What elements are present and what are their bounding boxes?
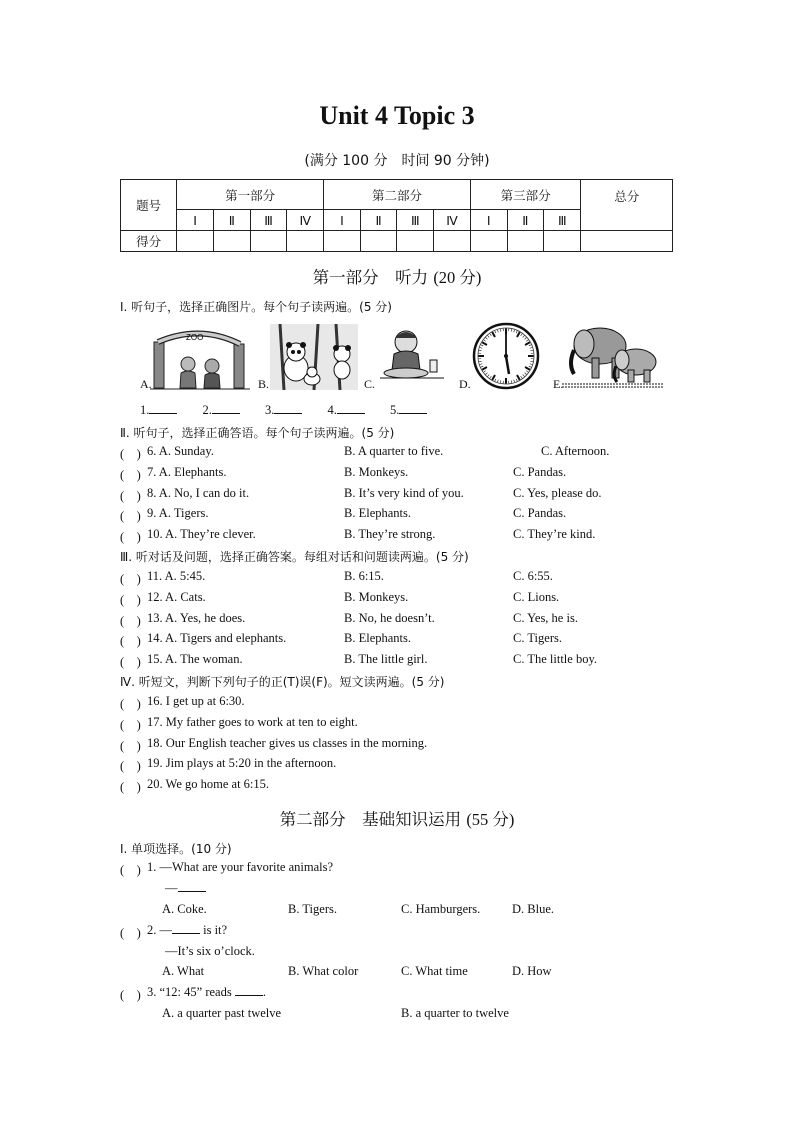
answer-paren[interactable]: ( ) <box>120 717 141 732</box>
q3-opt-b[interactable]: B. a quarter to twelve <box>401 1006 509 1020</box>
sub-header: Ⅲ <box>544 210 581 231</box>
pic-label-d: D. <box>459 377 471 391</box>
sub-header: Ⅱ <box>213 210 250 231</box>
sub-header: Ⅰ <box>470 210 507 231</box>
section-2-points: (55 分) <box>466 810 515 829</box>
clock-image <box>472 322 540 390</box>
pic-label-c: C. <box>364 377 376 391</box>
pandas-image <box>270 324 358 390</box>
score-cell[interactable] <box>544 231 581 252</box>
question-text[interactable]: 6. A. Sunday. <box>147 444 214 458</box>
answer-paren[interactable]: ( ) <box>120 697 141 711</box>
part-3-heading: Ⅲ. 听对话及问题，选择正确答案。每组对话和问题读两遍。(5 分) <box>120 550 469 564</box>
answer-4: 4. <box>327 403 337 417</box>
answer-paren[interactable]: ( ) <box>120 759 141 774</box>
q2-stem-b: is it? <box>200 923 228 937</box>
option-b[interactable]: B. Monkeys. <box>344 464 409 479</box>
answer-1: 1. <box>140 403 150 417</box>
answer-paren[interactable]: ( ) <box>120 467 141 482</box>
score-cell[interactable] <box>360 231 397 252</box>
sub-header: Ⅰ <box>177 210 214 231</box>
sub-header: Ⅰ <box>324 210 361 231</box>
score-table <box>120 179 673 252</box>
answer-paren[interactable]: ( ) <box>120 613 141 628</box>
q1-reply-dash: — <box>165 881 178 895</box>
label-ti: 题号 <box>121 180 177 231</box>
score-cell[interactable] <box>177 231 214 252</box>
score-cell[interactable] <box>287 231 324 252</box>
question-text[interactable]: 14. A. Tigers and elephants. <box>147 631 287 646</box>
q2-opt-c[interactable]: C. What time <box>401 964 468 978</box>
zoo-gate-image <box>150 328 250 390</box>
option-b[interactable]: B. It’s very kind of you. <box>344 485 464 500</box>
answer-blank[interactable] <box>337 412 365 414</box>
answer-3: 3. <box>265 403 275 417</box>
score-cell[interactable] <box>324 231 361 252</box>
question-text[interactable]: 13. A. Yes, he does. <box>147 610 246 625</box>
question-text[interactable]: 7. A. Elephants. <box>147 464 227 479</box>
section-1-points: (20 分) <box>433 268 482 287</box>
question-text[interactable]: 12. A. Cats. <box>147 589 206 604</box>
pic-label-a: A. <box>140 377 152 391</box>
section-1-title: 第一部分 听力 <box>312 268 429 287</box>
page-subtitle: (满分 100 分 时间 90 分钟) <box>304 153 490 169</box>
part-1-header: 第一部分 <box>177 180 324 210</box>
option-b[interactable]: B. Monkeys. <box>344 589 409 604</box>
sub-header: Ⅳ <box>287 210 324 231</box>
q3-blank[interactable] <box>235 994 263 996</box>
part-1-heading: Ⅰ. 听句子，选择正确图片。每个句子读两遍。(5 分) <box>120 300 392 314</box>
answer-blank[interactable] <box>274 412 302 414</box>
question-text: 18. Our English teacher gives us classes in the morning. <box>147 735 428 750</box>
question-text[interactable]: 8. A. No, I can do it. <box>147 485 250 500</box>
pic-answers <box>140 403 427 418</box>
total-header: 总分 <box>581 180 673 231</box>
part-4-heading: Ⅳ. 听短文，判断下列句子的正(T)误(F)。短文读两遍。(5 分) <box>120 675 445 689</box>
question-text: 19. Jim plays at 5:20 in the afternoon. <box>147 756 337 771</box>
answer-paren[interactable]: ( ) <box>120 780 141 795</box>
score-cell[interactable] <box>507 231 544 252</box>
elephants-image <box>562 322 664 390</box>
q1-opt-b[interactable]: B. Tigers. <box>288 902 337 916</box>
q2-reply: —It’s six o’clock. <box>165 944 255 958</box>
q2-paren[interactable]: ( ) <box>120 926 141 940</box>
q1-blank[interactable] <box>178 890 206 892</box>
option-b[interactable]: B. Elephants. <box>344 506 412 521</box>
section-2-title: 第二部分 基础知识运用 <box>279 810 462 829</box>
q3-stem-a: 3. “12: 45” reads <box>147 985 235 999</box>
option-c[interactable]: C. Tigers. <box>513 631 562 646</box>
q1-reply <box>165 881 206 896</box>
option-b[interactable]: B. The little girl. <box>344 652 428 667</box>
answer-paren[interactable]: ( ) <box>120 530 141 545</box>
total-score-cell[interactable] <box>581 231 673 252</box>
sub-header: Ⅲ <box>397 210 434 231</box>
score-cell[interactable] <box>397 231 434 252</box>
answer-paren[interactable]: ( ) <box>120 655 141 670</box>
answer-paren[interactable]: ( ) <box>120 634 141 649</box>
option-b[interactable]: B. 6:15. <box>344 569 384 583</box>
score-cell[interactable] <box>470 231 507 252</box>
q1-stem: 1. —What are your favorite animals? <box>147 860 334 874</box>
answer-paren[interactable]: ( ) <box>120 592 141 607</box>
option-c[interactable]: C. Yes, he is. <box>513 610 578 625</box>
answer-blank[interactable] <box>149 412 177 414</box>
sub-header: Ⅱ <box>360 210 397 231</box>
answer-blank[interactable] <box>399 412 427 414</box>
answer-paren[interactable]: ( ) <box>120 572 141 586</box>
option-c[interactable]: C. Pandas. <box>513 506 567 521</box>
sub-header: Ⅱ <box>507 210 544 231</box>
part-2-heading: Ⅱ. 听句子，选择正确答语。每个句子读两遍。(5 分) <box>120 426 395 440</box>
q1-paren[interactable]: ( ) <box>120 863 141 877</box>
q2-opt-b[interactable]: B. What color <box>288 964 359 978</box>
label-de: 得分 <box>121 231 177 252</box>
q2-opt-a[interactable]: A. What <box>162 964 205 978</box>
answer-paren[interactable]: ( ) <box>120 488 141 503</box>
q2-opt-d[interactable]: D. How <box>512 964 552 978</box>
score-cell[interactable] <box>434 231 471 252</box>
option-c[interactable]: C. Lions. <box>513 589 560 604</box>
sub-header: Ⅳ <box>434 210 471 231</box>
question-text[interactable]: 11. A. 5:45. <box>147 569 206 583</box>
option-b[interactable]: B. They’re strong. <box>344 527 436 542</box>
boy-eating-image <box>378 326 446 388</box>
answer-5: 5. <box>390 403 400 417</box>
option-b[interactable]: B. A quarter to five. <box>344 444 444 458</box>
question-text[interactable]: 15. A. The woman. <box>147 652 243 667</box>
pic-label-e: E. <box>553 377 564 391</box>
question-text: 16. I get up at 6:30. <box>147 694 245 708</box>
option-b[interactable]: B. No, he doesn’t. <box>344 610 435 625</box>
pic-label-b: B. <box>258 377 270 391</box>
answer-blank[interactable] <box>212 412 240 414</box>
part-2-header: 第二部分 <box>324 180 471 210</box>
option-c[interactable]: C. They’re kind. <box>513 527 596 542</box>
option-c[interactable]: C. Afternoon. <box>541 444 610 458</box>
question-text[interactable]: 10. A. They’re clever. <box>147 527 256 542</box>
answer-paren[interactable]: ( ) <box>120 447 141 461</box>
question-text[interactable]: 9. A. Tigers. <box>147 506 209 521</box>
q3-stem-b: . <box>262 985 266 999</box>
q2-stem <box>147 923 227 938</box>
answer-paren[interactable]: ( ) <box>120 738 141 753</box>
q3-paren[interactable]: ( ) <box>120 988 141 1002</box>
question-text: 17. My father goes to work at ten to eight. <box>147 714 358 729</box>
option-c[interactable]: C. Pandas. <box>513 464 567 479</box>
option-c[interactable]: C. Yes, please do. <box>513 485 602 500</box>
sub-header: Ⅲ <box>250 210 287 231</box>
q1-opt-a[interactable]: A. Coke. <box>162 902 207 916</box>
question-text: 20. We go home at 6:15. <box>147 777 270 792</box>
q1-opt-c[interactable]: C. Hamburgers. <box>401 902 481 916</box>
q2-stem-a: 2. — <box>147 923 172 937</box>
option-b[interactable]: B. Elephants. <box>344 631 412 646</box>
option-c[interactable]: C. 6:55. <box>513 569 553 583</box>
score-cell[interactable] <box>250 231 287 252</box>
q3-stem <box>147 985 266 1000</box>
q3-opt-a[interactable]: A. a quarter past twelve <box>162 1006 282 1020</box>
answer-2: 2. <box>202 403 212 417</box>
section-1-heading <box>0 264 794 288</box>
q1-opt-d[interactable]: D. Blue. <box>512 902 555 916</box>
part-3-header: 第三部分 <box>470 180 581 210</box>
answer-paren[interactable]: ( ) <box>120 509 141 524</box>
q2-blank[interactable] <box>172 932 200 934</box>
score-cell[interactable] <box>213 231 250 252</box>
page-title: Unit 4 Topic 3 <box>319 101 475 130</box>
zoo-sign: ZOO <box>186 333 204 342</box>
section-2-heading <box>0 806 794 830</box>
option-c[interactable]: C. The little boy. <box>513 652 598 667</box>
part2-1-heading: Ⅰ. 单项选择。(10 分) <box>120 842 232 856</box>
